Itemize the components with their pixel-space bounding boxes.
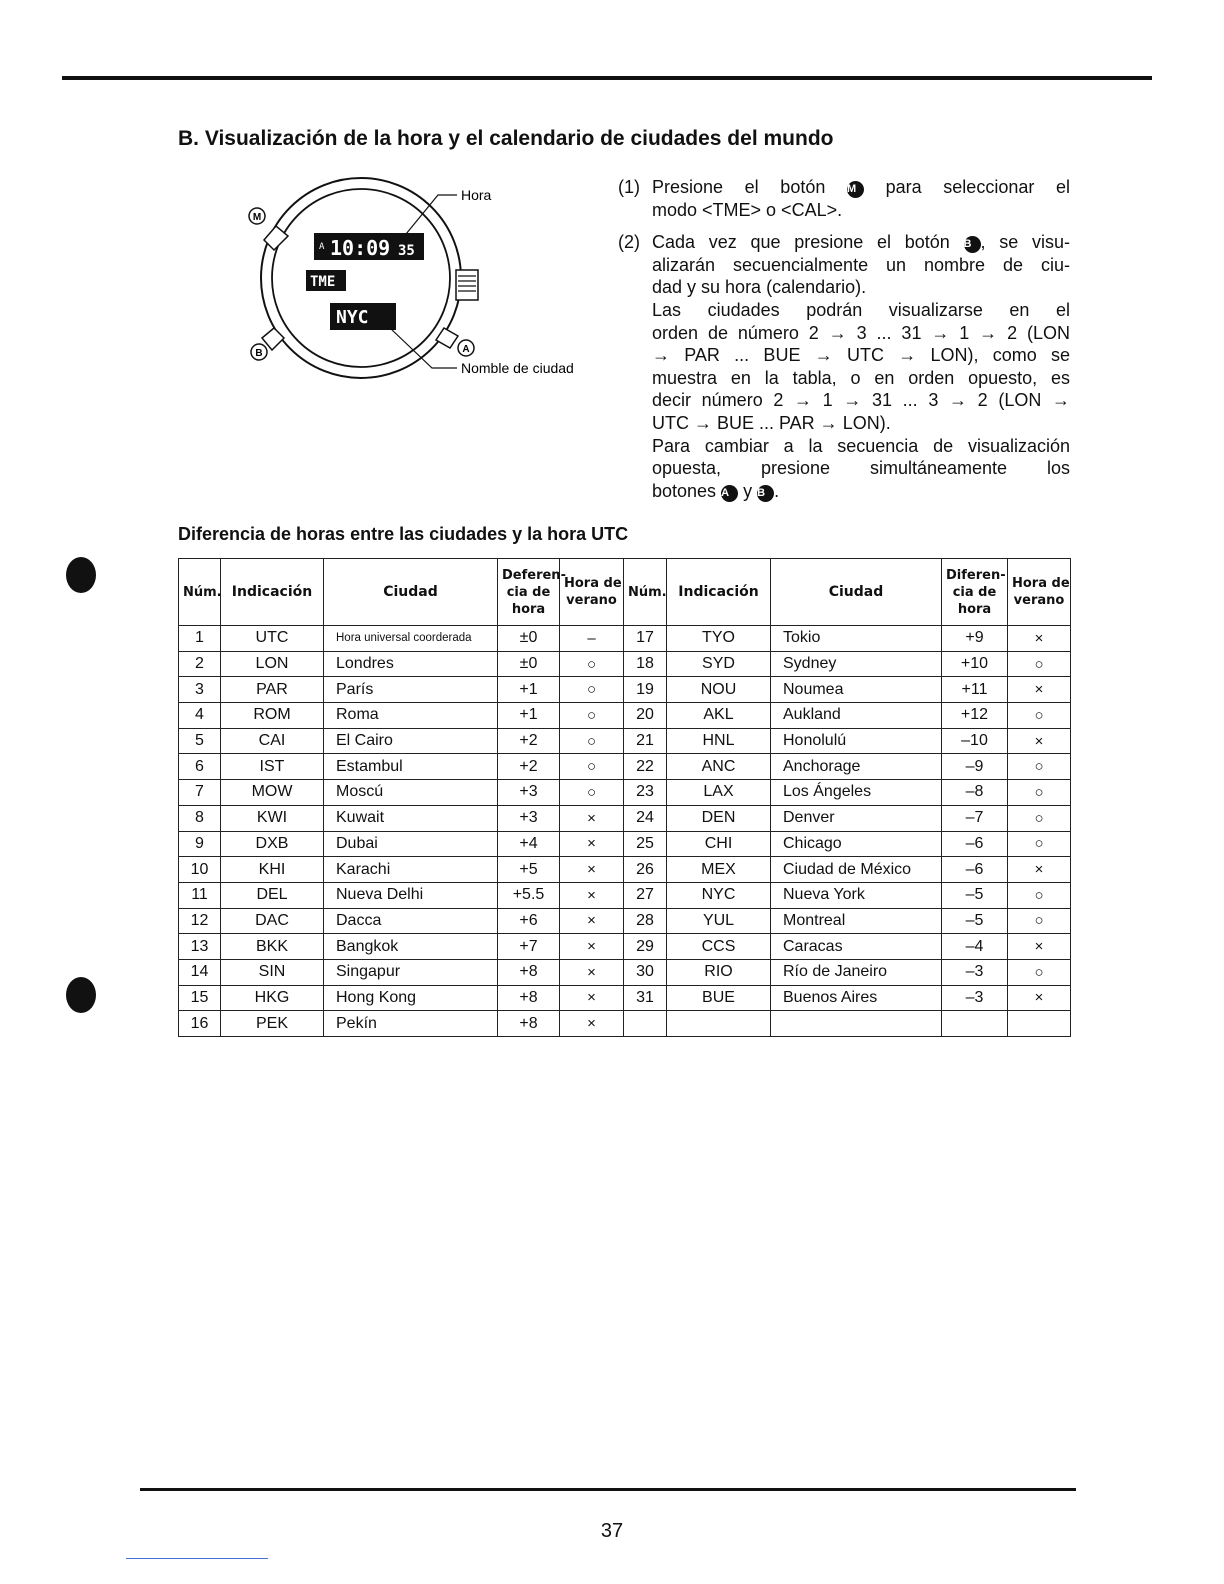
svg-text:Nomble de ciudad: Nomble de ciudad [461, 360, 574, 376]
row-code: SIN [221, 959, 324, 985]
row-city: Chicago [771, 831, 942, 857]
row-num: 24 [624, 805, 667, 831]
binder-hole [66, 557, 96, 593]
row-num: 6 [179, 754, 221, 780]
row-dst: × [560, 959, 624, 985]
footer-link-line [126, 1558, 268, 1559]
row-city: Bangkok [324, 934, 498, 960]
row-num: 22 [624, 754, 667, 780]
row-city: Honolulú [771, 728, 942, 754]
row-city: Estambul [324, 754, 498, 780]
header-indicacion: Indicación [667, 559, 771, 626]
table-header-row [179, 559, 1071, 626]
row-diff: +5 [498, 857, 560, 883]
row-city: Hora universal coorderada [324, 626, 498, 652]
b-button-icon: B [964, 236, 981, 253]
row-num: 30 [624, 959, 667, 985]
row-code: DXB [221, 831, 324, 857]
row-dst: ○ [1008, 754, 1071, 780]
row-dst: × [560, 805, 624, 831]
row-code: SYD [667, 651, 771, 677]
table-row [179, 703, 1071, 729]
row-dst: × [1008, 677, 1071, 703]
row-code: KHI [221, 857, 324, 883]
table-row [179, 985, 1071, 1011]
button-m-label [249, 208, 265, 224]
b-button-icon: B [757, 485, 774, 502]
row-diff: –9 [942, 754, 1008, 780]
row-dst: ○ [1008, 959, 1071, 985]
row-code: YUL [667, 908, 771, 934]
table-row [179, 677, 1071, 703]
row-diff: –10 [942, 728, 1008, 754]
row-city: Kuwait [324, 805, 498, 831]
row-num: 9 [179, 831, 221, 857]
instructions [618, 176, 1070, 512]
row-diff: +8 [498, 959, 560, 985]
row-dst: ○ [1008, 703, 1071, 729]
row-dst: × [1008, 728, 1071, 754]
row-dst: × [560, 934, 624, 960]
row-code: NOU [667, 677, 771, 703]
row-city: Sydney [771, 651, 942, 677]
row-city: Montreal [771, 908, 942, 934]
instruction-1: (1) Presione el botón M para seleccionar el modo <TME> o <CAL>. [618, 177, 1070, 220]
table-row [179, 908, 1071, 934]
row-city: Londres [324, 651, 498, 677]
row-diff: –3 [942, 959, 1008, 985]
row-code: BKK [221, 934, 324, 960]
page-number: 37 [600, 1520, 624, 1542]
svg-text:TME: TME [310, 274, 336, 290]
row-num: 23 [624, 780, 667, 806]
row-code: KWI [221, 805, 324, 831]
table-row [179, 1011, 1071, 1037]
row-code: RIO [667, 959, 771, 985]
row-diff: +12 [942, 703, 1008, 729]
row-num: 2 [179, 651, 221, 677]
row-num: 28 [624, 908, 667, 934]
row-city: Karachi [324, 857, 498, 883]
row-num: 8 [179, 805, 221, 831]
table-title: Diferencia de horas entre las ciudades y la hora UTC [178, 524, 629, 544]
row-num: 19 [624, 677, 667, 703]
row-num: 13 [179, 934, 221, 960]
row-diff: +8 [498, 985, 560, 1011]
row-diff: –6 [942, 857, 1008, 883]
row-city: Nueva Delhi [324, 882, 498, 908]
row-code: DAC [221, 908, 324, 934]
row-diff: +8 [498, 1011, 560, 1037]
row-diff: +2 [498, 728, 560, 754]
svg-text:10:09: 10:09 [330, 236, 391, 260]
row-num: 15 [179, 985, 221, 1011]
svg-text:A: A [462, 344, 470, 355]
row-diff: ±0 [498, 651, 560, 677]
row-code: PAR [221, 677, 324, 703]
row-diff: +3 [498, 805, 560, 831]
row-diff: +6 [498, 908, 560, 934]
row-dst: × [560, 908, 624, 934]
row-code: LON [221, 651, 324, 677]
header-diferencia: Deferen- cia de hora [498, 559, 560, 626]
table-row [179, 805, 1071, 831]
row-diff: +10 [942, 651, 1008, 677]
row-dst: ○ [1008, 908, 1071, 934]
row-code: NYC [667, 882, 771, 908]
row-diff: +4 [498, 831, 560, 857]
row-diff: +1 [498, 703, 560, 729]
row-dst: ○ [1008, 780, 1071, 806]
row-diff: ±0 [498, 626, 560, 652]
row-dst: × [1008, 934, 1071, 960]
row-code: CHI [667, 831, 771, 857]
row-code: CCS [667, 934, 771, 960]
watch-illustration [238, 178, 598, 388]
row-city: París [324, 677, 498, 703]
row-num: 18 [624, 651, 667, 677]
svg-text:B: B [255, 348, 263, 359]
table-row [179, 728, 1071, 754]
table-row [179, 934, 1071, 960]
row-city: Los Ángeles [771, 780, 942, 806]
header-diferencia: Diferen- cia de hora [942, 559, 1008, 626]
header-num: Núm. [624, 559, 667, 626]
row-city: Hong Kong [324, 985, 498, 1011]
binder-hole [66, 977, 96, 1013]
row-code: DEN [667, 805, 771, 831]
row-city: Anchorage [771, 754, 942, 780]
button-a-label [458, 340, 474, 356]
svg-text:NYC: NYC [336, 307, 369, 328]
row-code: BUE [667, 985, 771, 1011]
header-hora-verano: Hora de verano [560, 559, 624, 626]
row-code [667, 1011, 771, 1037]
row-num: 21 [624, 728, 667, 754]
instruction-2: (2) Cada vez que presione el botón B , se visu- alizarán secuencialmente un nombre de ciu- dad y su hora (calendario). Las ciudades podrán visualizarse en el orden de número 2 → 3 ... 31 → 1 → 2 (LON → PAR ... BUE → UTC → LON), como se muestra en la tabla, o en orden opuesto, es decir número 2 → 1 → 31 ... 3 → 2 (LON → UTC → BUE ... PAR → LON). Para cambiar a la secuencia de visualización opuesta, presione simultáneamente los botones A y B . [618, 232, 1070, 501]
row-city: El Cairo [324, 728, 498, 754]
row-diff: –3 [942, 985, 1008, 1011]
row-code: LAX [667, 780, 771, 806]
table-row [179, 626, 1071, 652]
row-diff: –5 [942, 882, 1008, 908]
row-dst: ○ [560, 703, 624, 729]
row-code: AKL [667, 703, 771, 729]
row-code: DEL [221, 882, 324, 908]
utc-difference-table [178, 558, 1071, 1037]
row-code: CAI [221, 728, 324, 754]
row-dst: ○ [560, 754, 624, 780]
row-dst: ○ [1008, 882, 1071, 908]
row-dst: × [560, 857, 624, 883]
row-city: Dacca [324, 908, 498, 934]
row-diff: +2 [498, 754, 560, 780]
svg-text:A: A [319, 242, 325, 252]
table-row [179, 831, 1071, 857]
row-num: 29 [624, 934, 667, 960]
row-num: 25 [624, 831, 667, 857]
row-code: MOW [221, 780, 324, 806]
row-city [771, 1011, 942, 1037]
row-code: TYO [667, 626, 771, 652]
row-city: Noumea [771, 677, 942, 703]
row-city: Denver [771, 805, 942, 831]
row-city: Nueva York [771, 882, 942, 908]
row-num: 3 [179, 677, 221, 703]
row-num: 27 [624, 882, 667, 908]
row-dst: × [560, 831, 624, 857]
row-num: 7 [179, 780, 221, 806]
row-code: ANC [667, 754, 771, 780]
row-diff [942, 1011, 1008, 1037]
row-num [624, 1011, 667, 1037]
table-row [179, 882, 1071, 908]
row-num: 1 [179, 626, 221, 652]
row-dst: ○ [1008, 651, 1071, 677]
header-indicacion: Indicación [221, 559, 324, 626]
row-num: 11 [179, 882, 221, 908]
row-dst: ○ [560, 651, 624, 677]
row-dst: × [1008, 857, 1071, 883]
row-dst: × [560, 882, 624, 908]
svg-text:35: 35 [398, 243, 415, 259]
row-dst: ○ [560, 728, 624, 754]
row-num: 12 [179, 908, 221, 934]
bottom-rule [140, 1488, 1076, 1491]
m-button-icon: M [847, 181, 864, 198]
table-row [179, 959, 1071, 985]
header-ciudad: Ciudad [771, 559, 942, 626]
row-num: 5 [179, 728, 221, 754]
row-diff: +1 [498, 677, 560, 703]
row-city: Aukland [771, 703, 942, 729]
table-row [179, 754, 1071, 780]
row-code: PEK [221, 1011, 324, 1037]
row-dst: × [560, 985, 624, 1011]
section-title: B. Visualización de la hora y el calendario de ciudades del mundo [178, 127, 834, 150]
button-b-label [251, 344, 267, 360]
table-row [179, 651, 1071, 677]
row-city: Buenos Aires [771, 985, 942, 1011]
row-dst: ○ [1008, 805, 1071, 831]
row-diff: +11 [942, 677, 1008, 703]
top-rule [62, 76, 1152, 80]
row-city: Tokio [771, 626, 942, 652]
header-hora-verano: Hora de verano [1008, 559, 1071, 626]
row-diff: –4 [942, 934, 1008, 960]
row-num: 14 [179, 959, 221, 985]
row-city: Río de Janeiro [771, 959, 942, 985]
row-diff: +7 [498, 934, 560, 960]
table-row [179, 857, 1071, 883]
svg-text:Hora: Hora [461, 187, 492, 203]
row-num: 31 [624, 985, 667, 1011]
row-code: HNL [667, 728, 771, 754]
header-ciudad: Ciudad [324, 559, 498, 626]
row-diff: –8 [942, 780, 1008, 806]
row-dst: × [1008, 985, 1071, 1011]
row-city: Roma [324, 703, 498, 729]
row-city: Dubai [324, 831, 498, 857]
row-diff: +3 [498, 780, 560, 806]
row-code: HKG [221, 985, 324, 1011]
row-dst: × [1008, 626, 1071, 652]
row-code: IST [221, 754, 324, 780]
row-dst: × [560, 1011, 624, 1037]
row-city: Caracas [771, 934, 942, 960]
row-diff: –5 [942, 908, 1008, 934]
row-dst: ○ [1008, 831, 1071, 857]
row-num: 10 [179, 857, 221, 883]
row-dst: – [560, 626, 624, 652]
row-dst: ○ [560, 677, 624, 703]
row-diff: +5.5 [498, 882, 560, 908]
row-num: 4 [179, 703, 221, 729]
row-city: Singapur [324, 959, 498, 985]
table-row [179, 780, 1071, 806]
row-diff: –7 [942, 805, 1008, 831]
a-button-icon: A [721, 485, 738, 502]
row-dst: ○ [560, 780, 624, 806]
row-code: UTC [221, 626, 324, 652]
row-city: Moscú [324, 780, 498, 806]
row-dst [1008, 1011, 1071, 1037]
row-code: MEX [667, 857, 771, 883]
row-diff: –6 [942, 831, 1008, 857]
row-city: Pekín [324, 1011, 498, 1037]
svg-text:M: M [252, 212, 262, 223]
header-num: Núm. [179, 559, 221, 626]
crown [456, 270, 478, 300]
row-diff: +9 [942, 626, 1008, 652]
row-code: ROM [221, 703, 324, 729]
row-num: 16 [179, 1011, 221, 1037]
row-num: 17 [624, 626, 667, 652]
row-num: 26 [624, 857, 667, 883]
row-num: 20 [624, 703, 667, 729]
row-city: Ciudad de México [771, 857, 942, 883]
